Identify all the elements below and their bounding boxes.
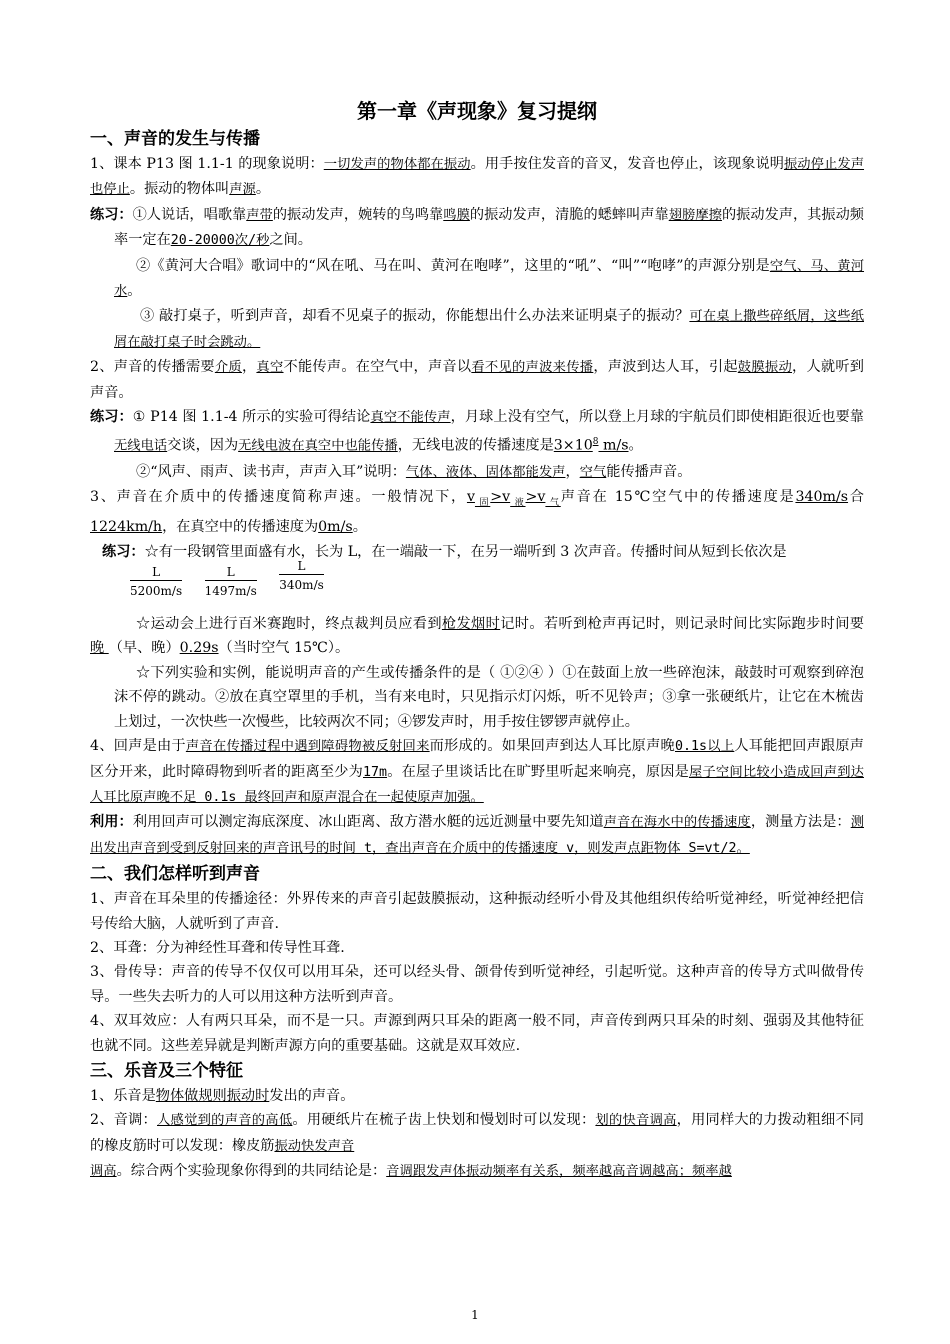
page-title: 第一章《声现象》复习提纲 xyxy=(357,99,597,123)
paragraph-1-3: 3、声音在介质中的传播速度简称声速。一般情况下，v $_固$>v $_液$>v $_气$声音在 15℃空气中的传播速度是340m/s合1224km/h，在真空中的传播速度为0m/s。 xyxy=(90,489,864,536)
time-fractions xyxy=(90,559,864,612)
paragraph-3-2: 2、音调：人感觉到的声音的高低。用硬纸片在梳子齿上快划和慢划时可以发现：划的快音调高，用同样大的力拨动粗细不同的橡皮筋时可以发现：橡皮筋振动快发声音 xyxy=(90,1112,864,1154)
paragraph-2-3: 3、骨传导：声音的传导不仅仅可以用耳朵，还可以经头骨、颌骨传到听觉神经，引起听觉。这种声音的传导方式叫做骨传导。一些失去听力的人可以用这种方法听到声音。 xyxy=(90,964,864,1005)
paragraph-3-3: 调高。综合两个实验现象你得到的共同结论是：音调跟发声体振动频率有关系，频率越高音调越高；频率越 xyxy=(90,1163,732,1180)
fraction-air: $\frac{L}{340m/s}$ xyxy=(279,559,324,593)
exercise-7: ☆运动会上进行百米赛跑时，终点裁判员应看到枪发烟时记时。若听到枪声再记时，则记录时间比实际跑步时间要 晚 （早、晚）0.29s（当时空气 15℃）。 xyxy=(90,616,864,657)
fraction-steel: $\frac{L}{5200m/s}$ xyxy=(130,565,183,599)
exercise-3: ③ 敲打桌子，听到声音，却看不见桌子的振动，你能想出什么办法来证明桌子的振动？可在桌上撒些碎纸屑，这些纸屑在敲打桌子时会跳动。 xyxy=(114,308,864,350)
exercise-5: ②“风声、雨声、读书声，声声入耳”说明：气体、液体、固体都能发声，空气能传播声音。 xyxy=(136,463,692,480)
exercise-2: ②《黄河大合唱》歌词中的“风在吼、马在叫、黄河在咆哮”，这里的“吼”、“叫”“咆哮”的声源分别是空气、马、黄河水。 xyxy=(114,257,865,300)
section-heading-3: 三、乐音及三个特征 xyxy=(90,1060,243,1081)
paragraph-2-1: 1、声音在耳朵里的传播途径：外界传来的声音引起鼓膜振动，这种振动经听小骨及其他组织传给听觉神经，听觉神经把信号传给大脑，人就听到了声音. xyxy=(90,891,864,932)
section-heading-1: 一、声音的发生与传播 xyxy=(90,129,260,149)
paragraph-2-4: 4、双耳效应：人有两只耳朵，而不是一只。声源到两只耳朵的距离一般不同，声音传到两只耳朵的时刻、强弱及其他特征也就不同。这些差异就是判断声源方向的重要基础。这就是双耳效应. xyxy=(90,1013,864,1054)
usage-paragraph: 利用：利用回声可以测定海底深度、冰山距离、敌方潜水艇的远近测量中要先知道声音在海水中的传播速度，测量方法是：测出发出声音到受到反射回来的声音讯号的时间 t，查出声音在介质中的传播速度 v，则发声点距物体 S=vt/2。 xyxy=(90,814,864,856)
fraction-water: $\frac{L}{1497m/s}$ xyxy=(204,565,257,599)
paragraph-1-2: 2、声音的传播需要介质，真空不能传声。在空气中，声音以看不见的声波来传播，声波到达人耳，引起鼓膜振动，人就听到声音。 xyxy=(90,359,864,401)
paragraph-1-4: 4、回声是由于声音在传播过程中遇到障碍物被反射回来而形成的。如果回声到达人耳比原声晚0.1s以上人耳能把回声跟原声区分开来，此时障碍物到听者的距离至少为17m。在屋子里谈话比在旷野里听起来响亮，原因是屋子空间比较小造成回声到达人耳比原声晚不足 0.1s 最终回声和原声混合在一起使原声加强。 xyxy=(90,738,864,805)
page-number: 1 xyxy=(471,1308,479,1322)
paragraph-3-1: 1、乐音是物体做规则振动时发出的声音。 xyxy=(90,1087,355,1104)
exercise-8: ☆下列实验和实例，能说明声音的产生或传播条件的是（ ①②④ ）①在鼓面上放一些碎泡沫，敲鼓时可观察到碎泡沫不停的跳动。②放在真空罩里的手机，当有来电时，只见指示灯闪烁，听不见铃声；③拿一张硬纸片，让它在木梳齿上划过，一次快些一次慢些，比较两次不同；④锣发声时，用手按住锣锣声就停止。 xyxy=(114,664,864,730)
exercise-4: 练习：① P14 图 1.1-4 所示的实验可得结论真空不能传声，月球上没有空气，所以登上月球的宇航员们即使相距很近也要靠无线电话交谈，因为无线电波在真空中也能传播，无线电波的传播速度是$3\times 10^8$ m/s。 xyxy=(90,409,864,455)
section-heading-2: 二、我们怎样听到声音 xyxy=(90,864,260,885)
exercise-6: 练习：☆有一段钢管里面盛有水，长为 L，在一端敲一下，在另一端听到 3 次声音。传播时间从短到长依次是 xyxy=(102,543,787,560)
document-page xyxy=(90,96,864,1185)
exercise-1: 练习：①人说话，唱歌靠声带的振动发声，婉转的鸟鸣靠鸣膜的振动发声，清脆的蟋蟀叫声靠翅膀摩擦的振动发声，其振动频率一定在20-20000次/秒之间。 xyxy=(90,206,864,249)
paragraph-1-1: 1、课本 P13 图 1.1-1 的现象说明：一切发声的物体都在振动。用手按住发音的音叉，发音也停止，该现象说明振动停止发声也停止。振动的物体叫声源。 xyxy=(90,156,865,198)
paragraph-2-2: 2、耳聋：分为神经性耳聋和传导性耳聋. xyxy=(90,939,345,956)
